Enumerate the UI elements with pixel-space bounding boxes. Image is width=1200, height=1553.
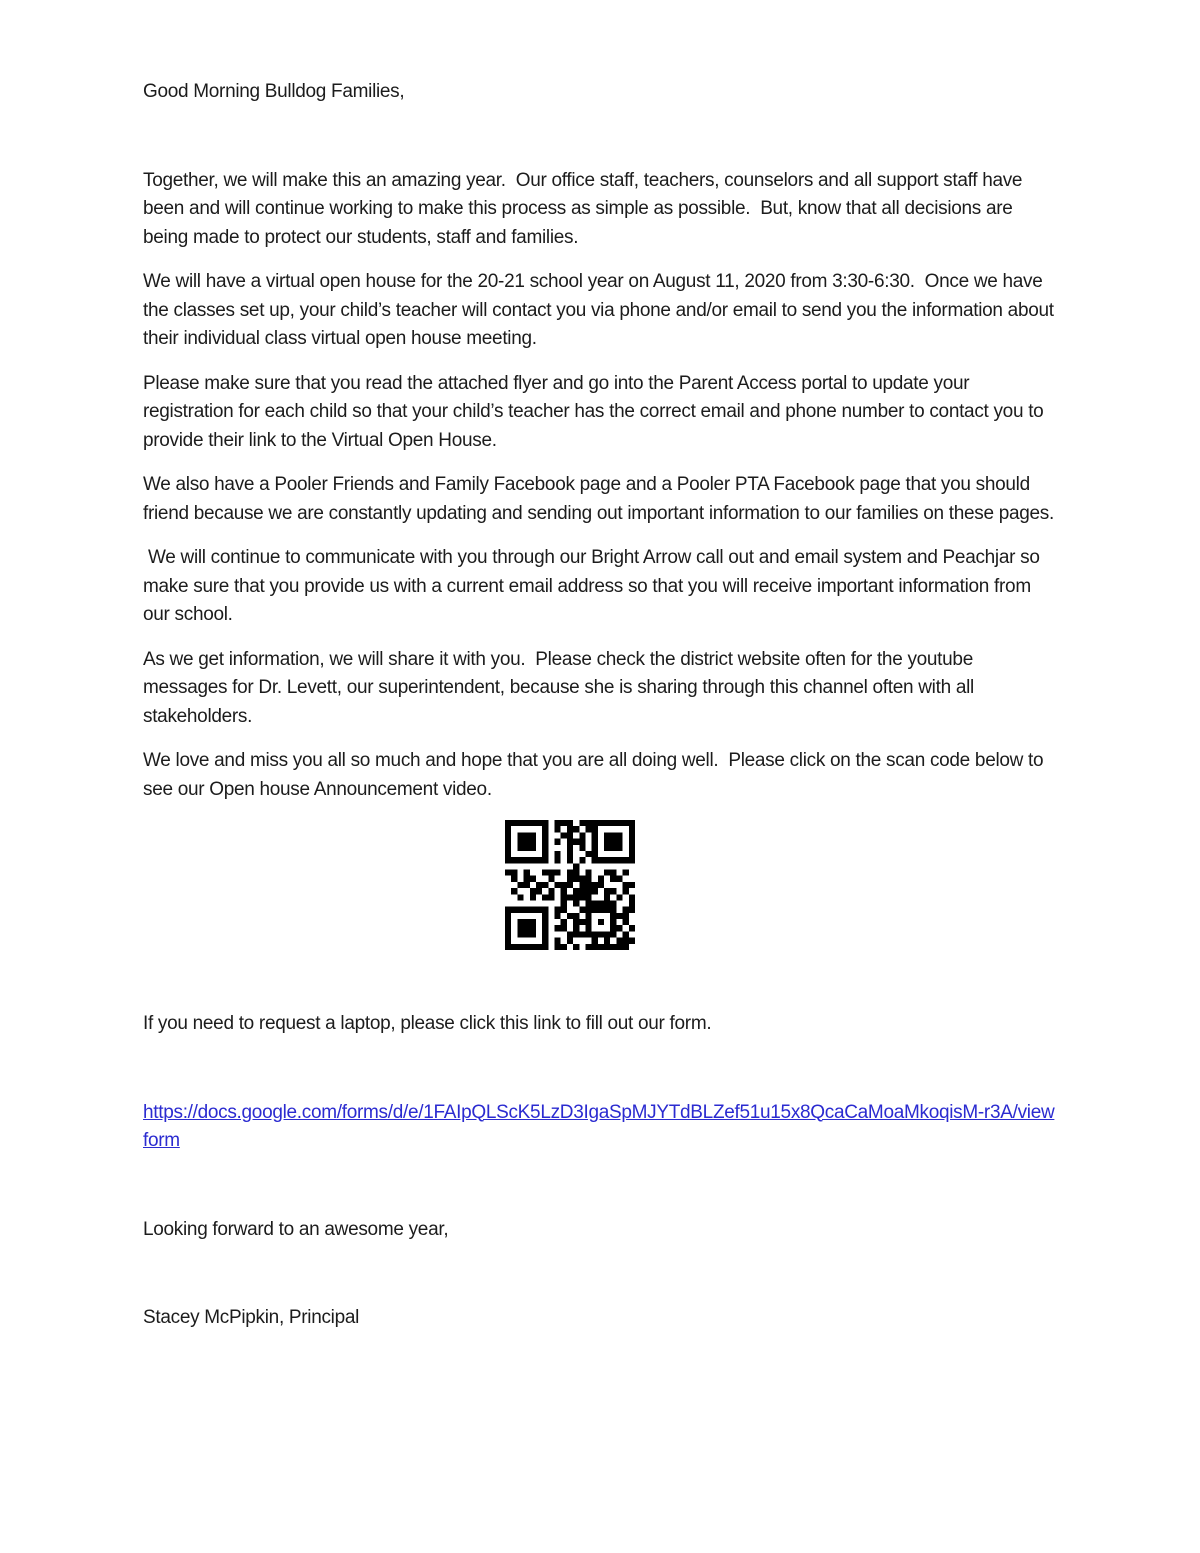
paragraph: Good Morning Bulldog Families,: [143, 81, 405, 102]
paragraph: We also have a Pooler Friends and Family Facebook page and a Pooler PTA Facebook page that you should friend because we are constantly updating and sending out important information to our families on these pages.: [143, 474, 1054, 524]
paragraph: As we get information, we will share it with you. Please check the district website often for the youtube messages for Dr. Levett, our superintendent, because she is sharing through this channel often with all stakeholders.: [143, 648, 979, 727]
qr-code-paragraph: [143, 820, 1057, 950]
blank-line: [143, 123, 1057, 167]
paragraph: We love and miss you all so much and hope that you are all doing well. Please click on the scan code below to see our Open house Announcement video.: [143, 750, 1049, 800]
blank-line: [143, 966, 1057, 1010]
paragraph: We will have a virtual open house for the 20-21 school year on August 11, 2020 from 3:30-6:30. Once we have the classes set up, your child’s teacher will contact you via phone and/or email to send you the information about their individual class virtual open house meeting.: [143, 271, 1059, 349]
paragraph: Together, we will make this an amazing year. Our office staff, teachers, counselors and all support staff have been and will continue working to make this process as simple as possible. But, know that all decisions are being made to protect our students, staff and families.: [143, 169, 1028, 248]
blank-line: [143, 1172, 1057, 1216]
blank-line: [143, 1260, 1057, 1304]
paragraph: Please make sure that you read the attached flyer and go into the Parent Access portal to update your registration for each child so that your child’s teacher has the correct email and phone number to contact you to provide their link to the Virtual Open House.: [143, 372, 1049, 451]
link-paragraph: [143, 1099, 1057, 1156]
paragraph: Looking forward to an awesome year,: [143, 1218, 449, 1240]
google-form-link[interactable]: https://docs.google.com/forms/d/e/1FAIpQLScK5LzD3IgaSpMJYTdBLZef51u15x8QcaCaMoaMkoqisM-r3A/viewform: [143, 1101, 1055, 1151]
qr-code[interactable]: [505, 820, 635, 950]
letter-body: [143, 78, 1057, 1333]
blank-line: [143, 1055, 1057, 1099]
paragraph: Stacey McPipkin, Principal: [143, 1307, 360, 1328]
paragraph: We will continue to communicate with you through our Bright Arrow call out and email system and Peachjar so make sure that you provide us with a current email address so that you will receive important information from our school.: [143, 547, 1045, 625]
paragraph: If you need to request a laptop, please click this link to fill out our form.: [143, 1013, 712, 1034]
